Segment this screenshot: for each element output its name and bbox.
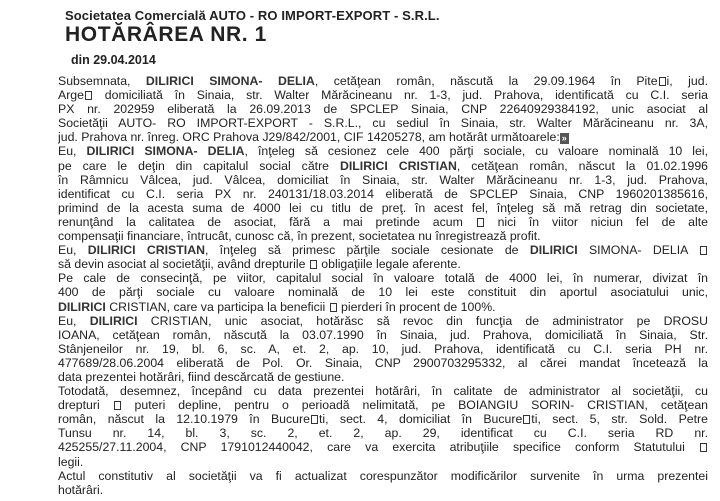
broken-glyph-icon [659,77,666,86]
broken-glyph-icon [310,260,317,269]
person-name: DILIRICI CRISTIAN [87,243,205,258]
broken-glyph-icon [114,401,121,410]
paragraph-7 [58,469,708,497]
text-line: drepturi puteri depline, pentru o perioadă nelimitată, pe BOIANGIU SORIN- CRISTIAN, cetăţean [58,398,708,413]
broken-glyph-icon [700,443,707,452]
text-line: primind de la acesta suma de 4000 lei cu titlu de preţ. în acest fel, înţeleg să mă retrag din societate, [58,200,708,215]
text-line: în Râmnicu Vâlcea, jud. Vâlcea, domiciliat în Sinaia, str. Walter Mărăcineanu nr. 1-3, jud. Prahova, [58,172,708,187]
arrow-tag-icon: » [561,133,567,144]
paragraph-6 [58,384,708,469]
document-body [58,74,708,497]
paragraph-4 [58,271,708,313]
paragraph-5 [58,314,708,384]
broken-glyph-icon [311,415,318,424]
person-name: DILIRICI SIMONA- DELIA [86,144,245,159]
person-name: DILIRICI SIMONA- DELIA [145,74,315,88]
paragraph-3 [58,243,708,271]
text-line: IOANA, cetăţean român, născută la 03.07.1990 în Sinaia, jud. Prahova, domiciliată în Sinaia, Str. [58,327,708,342]
text-line: Subsemnata, DILIRICI SIMONA- DELIA, cetăţean român, născută la 29.09.1964 în Pite i, jud. [58,74,708,88]
broken-glyph-icon [700,246,707,255]
text-line: 400 de părţi sociale cu valoare nominală de 10 lei este constituit din aportul asociatului unic, [58,285,708,300]
text-line: român, născut la 12.10.1979 în Bucure ti, sect. 4, domiciliat în Bucure ti, sect. 5, str. Sold. Petre [58,412,708,427]
text-line: Actul constitutiv al societăţii va fi actualizat corespunzător modificărilor survenite în urma prezentei [58,468,708,483]
person-name: DILIRICI [529,243,578,258]
text-line: Stânjeneilor nr. 19, bl. 6, sc. A, et. 2, ap. 10, jud. Prahova, identificată cu C.I. seria PH nr. [58,341,708,356]
text-line: compensaţii financiare, întrucât, cunosc că, în prezent, societatea nu înregistrează profit. [58,229,541,244]
text-line: Eu, DILIRICI CRISTIAN, înţeleg să primesc părţile sociale cesionate de DILIRICI SIMONA- DELIA [58,243,708,257]
text-line: PX nr. 202959 eliberată la 26.09.2013 de SPCLEP Sinaia, CNP 22640929384192, unic asociat al [58,102,708,117]
text-line: DILIRICI CRISTIAN, care va participa la beneficii pierderi în procent de 100%. [58,299,496,314]
text-line: data prezentei hotărâri, fiind descărcată de gestiune. [58,369,345,384]
text-line: 477689/28.06.2004 eliberată de Pol. Or. Sinaia, CNP 2900703295332, al cărei mandat încetează la [58,355,708,370]
broken-glyph-icon [85,91,92,100]
text-line: Totodată, desemnez, începând cu data prezentei hotărâri, în calitate de administrator al societăţii, cu [58,384,708,399]
text-line: hotărâri. [58,482,104,497]
text-line: 425255/27.11.2004, CNP 1791012440042, care va exercita atribuţiile specifice conform Statutului [58,440,708,454]
text-line: Arge domiciliată în Sinaia, str. Walter Mărăcineanu nr. 1-3, jud. Prahova, identificată cu C.I. seria [58,88,708,103]
text-line: identificat cu C.I. seria PX nr. 240131/18.03.2014 eliberată de SPCLEP Sinaia, CNP 1960201385616, [58,186,708,201]
broken-glyph-icon [477,218,484,227]
person-name: DILIRICI [89,313,138,328]
paragraph-1 [58,74,708,144]
text-line: Eu, DILIRICI SIMONA- DELIA, înţeleg să cesionez cele 400 părţi sociale, cu valoare nominală 10 lei, [58,144,708,159]
text-line: Societăţii AUTO- RO IMPORT-EXPORT - S.R.L., cu sediul în Sinaia, str. Walter Mărăcineanu nr. 3A, [58,116,708,131]
company-name: Societatea Comercială AUTO - RO IMPORT-EXPORT - S.R.L. [65,8,440,23]
text-line: pe care le deţin din capitalul social către DILIRICI CRISTIAN, cetăţean român, născut la 01.02.1996 [58,158,708,173]
broken-glyph-icon [523,415,530,424]
document-title: HOTĂRÂREA NR. 1 [65,23,267,46]
text-line: renunţând la calitatea de asociat, fără a mai pretinde acum nici în viitor niciun fel de alte [58,214,708,229]
paragraph-2 [58,144,708,243]
text-line: Tunsu nr. 14, bl. 3, sc. 2, et. 2, ap. 29, identificat cu C.I. seria RD nr. [58,426,708,441]
text-line: Pe cale de consecinţă, pe viitor, capitalul social în valoare totală de 4000 lei, în numerar, divizat în [58,271,708,286]
document-date: din 29.04.2014 [71,53,156,67]
text-line: Eu, DILIRICI CRISTIAN, unic asociat, hotărăsc să revoc din funcţia de administrator pe DROSU [58,313,708,328]
person-name: DILIRICI CRISTIAN [340,158,457,173]
broken-glyph-icon [330,303,337,312]
text-line: legii. [58,454,84,469]
text-line: să devin asociat al societăţii, având drepturile obligaţiile legale aferente. [58,257,461,272]
person-name: DILIRICI [58,299,106,314]
text-line: jud. Prahova nr. înreg. ORC Prahova J29/842/2001, CIF 14205278, am hotărât următoarele: » [58,130,567,145]
